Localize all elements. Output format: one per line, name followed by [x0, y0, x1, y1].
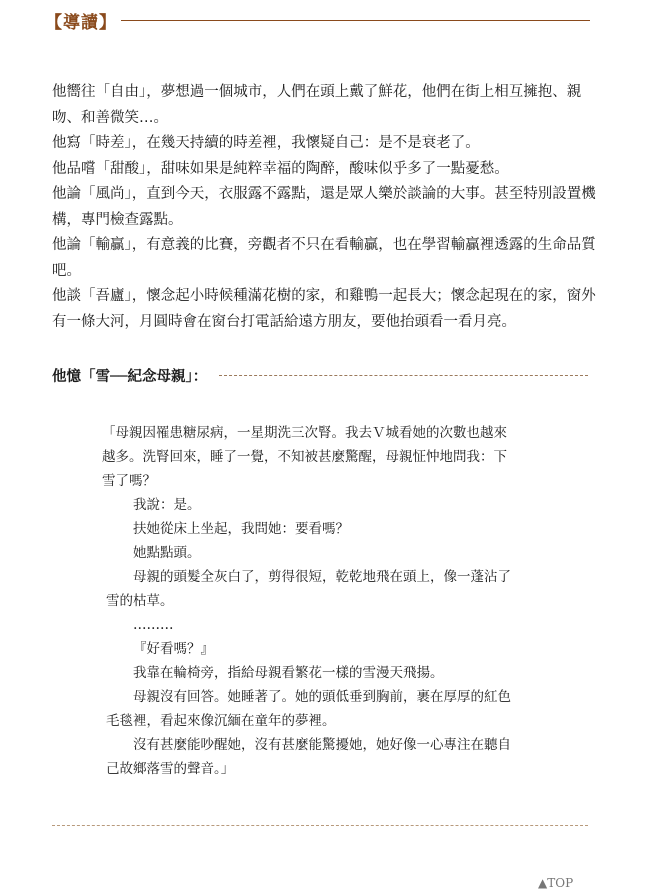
quote-paragraph: 沒有甚麼能吵醒她，沒有甚麼能驚擾她，她好像一心專注在聽自己故鄉落雪的聲音。」 [106, 737, 511, 777]
excerpt-quote [101, 421, 514, 781]
quote-paragraph: 『好看嗎？』 [133, 641, 214, 657]
intro-paragraph: 他品嚐「甜酸」，甜味如果是純粹幸福的陶醉，酸味似乎多了一點憂愁。 [52, 160, 509, 177]
quote-ellipsis: ……… [133, 617, 174, 633]
excerpt-heading [52, 364, 588, 386]
intro-paragraph: 他論「風尚」，直到今天，衣服露不露點，還是眾人樂於談論的大事。甚至特別設置機構，專門檢查露點。 [52, 186, 596, 228]
quote-paragraph: 她點點頭。 [133, 545, 201, 561]
intro-paragraph: 他論「輸贏」，有意義的比賽，旁觀者不只在看輸贏，也在學習輸贏裡透露的生命品質吧。 [52, 237, 596, 279]
header-rule [121, 20, 590, 21]
section-title: 【導讀】 [45, 12, 117, 33]
intro-paragraph: 他嚮往「自由」，夢想過一個城市，人們在頭上戴了鮮花，他們在街上相互擁抱、親吻、和善微笑…。 [52, 84, 582, 126]
quote-paragraph: 母親沒有回答。她睡著了。她的頭低垂到胸前，裹在厚厚的紅色毛毯裡，看起來像沉緬在童年的夢裡。 [106, 689, 511, 729]
intro-text [52, 80, 597, 335]
quote-paragraph: 扶她從床上坐起，我問她：要看嗎？ [133, 521, 349, 537]
bottom-dotted-rule [52, 825, 588, 826]
quote-paragraph: 我靠在輪椅旁，指給母親看繁花一樣的雪漫天飛揚。 [133, 665, 444, 681]
excerpt-title: 他憶「雪──紀念母親」： [52, 368, 208, 385]
quote-paragraph: 「母親因罹患糖尿病，一星期洗三次腎。我去Ｖ城看她的次數也越來越多。洗腎回來，睡了一覺，不知被甚麼驚醒，母親怔忡地問我：下雪了嗎？ [101, 425, 507, 489]
intro-paragraph: 他談「吾廬」，懷念起小時候種滿花樹的家，和雞鴨一起長大；懷念起現在的家，窗外有一條大河，月圓時會在窗台打電話給遠方朋友，要他抬頭看一看月亮。 [52, 288, 596, 330]
dotted-rule [219, 375, 588, 376]
section-header [45, 9, 590, 31]
intro-paragraph: 他寫「時差」，在幾天持續的時差裡，我懷疑自己：是不是衰老了。 [52, 135, 480, 151]
quote-paragraph: 我說：是。 [133, 497, 201, 513]
back-to-top-link[interactable]: ▲TOP [538, 876, 574, 890]
quote-paragraph: 母親的頭髮全灰白了，剪得很短，乾乾地飛在頭上，像一蓬沾了雪的枯草。 [106, 569, 511, 609]
